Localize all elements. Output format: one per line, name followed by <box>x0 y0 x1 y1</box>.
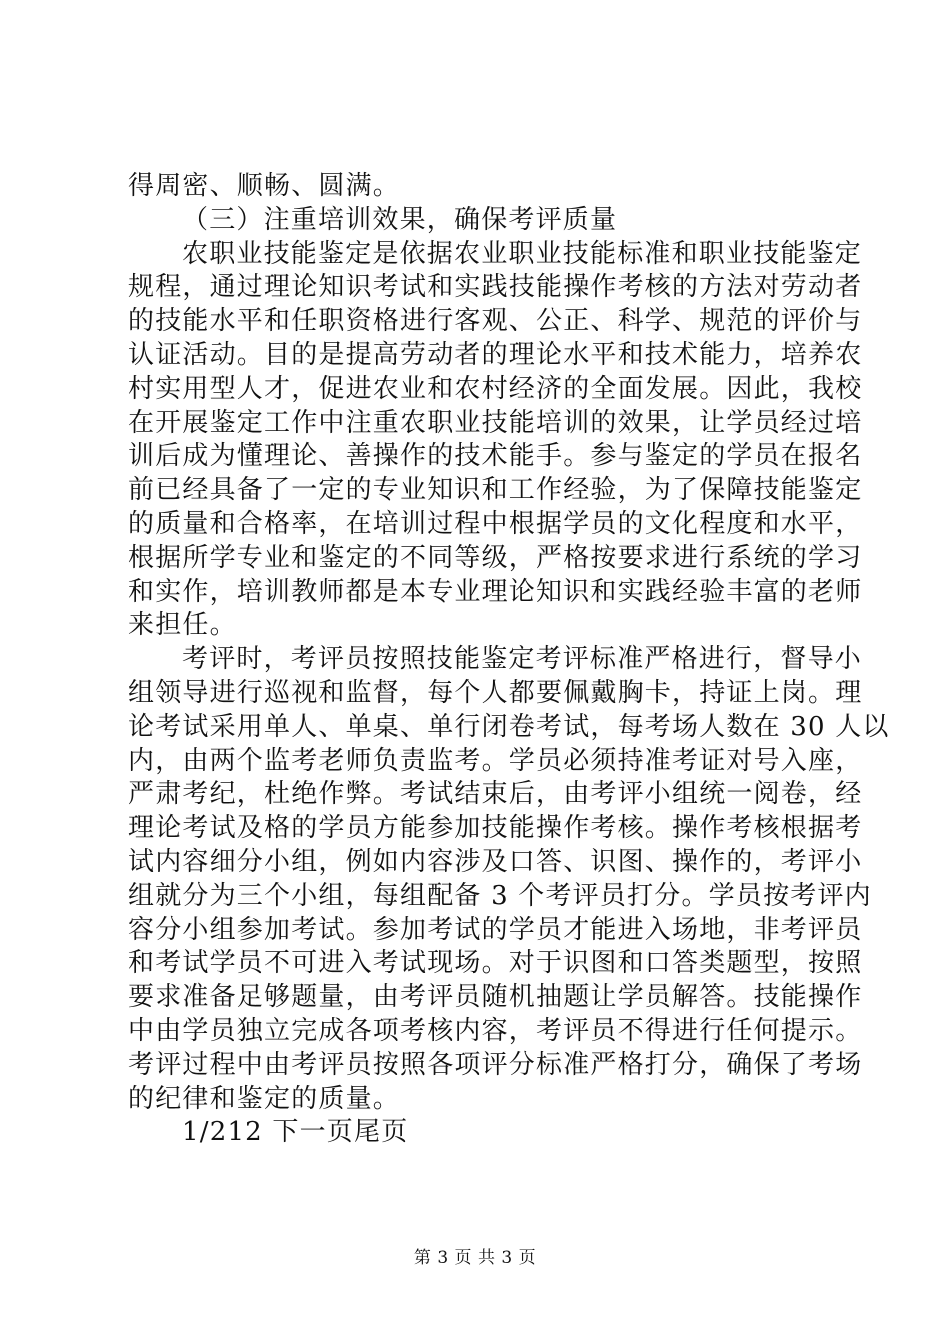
section-heading: （三）注重培训效果，确保考评质量 <box>182 204 618 235</box>
paragraph-line: 来担任。 <box>128 610 237 641</box>
page-position: 1/212 <box>182 1117 263 1148</box>
last-page-link[interactable]: 尾页 <box>354 1117 409 1148</box>
paragraph-line: 认证活动。目的是提高劳动者的理论水平和技术能力，培养农 <box>128 339 863 370</box>
paragraph-line: 组领导进行巡视和监督，每个人都要佩戴胸卡，持证上岗。理 <box>128 677 863 708</box>
paragraph-line: 的技能水平和任职资格进行客观、公正、科学、规范的评价与 <box>128 306 863 337</box>
paragraph-line: 理论考试及格的学员方能参加技能操作考核。操作考核根据考 <box>128 813 863 844</box>
paragraph-line: 村实用型人才，促进农业和农村经济的全面发展。因此，我校 <box>128 373 863 404</box>
paragraph-line: 和考试学员不可进入考试现场。对于识图和口答类题型，按照 <box>128 948 863 979</box>
paragraph-line: 和实作，培训教师都是本专业理论知识和实践经验丰富的老师 <box>128 576 863 607</box>
paragraph-line: 训后成为懂理论、善操作的技术能手。参与鉴定的学员在报名 <box>128 441 863 472</box>
paragraph-line: 严肃考纪，杜绝作弊。考试结束后，由考评小组统一阅卷，经 <box>128 779 863 810</box>
paragraph-line: 在开展鉴定工作中注重农职业技能培训的效果，让学员经过培 <box>128 407 863 438</box>
paragraph-line: 农职业技能鉴定是依据农业职业技能标准和职业技能鉴定 <box>182 238 863 269</box>
paragraph-line: 论考试采用单人、单桌、单行闭卷考试，每考场人数在 30 人以 <box>128 711 890 742</box>
paragraph-line: 得周密、顺畅、圆满。 <box>128 171 401 201</box>
paragraph-line: 试内容细分小组，例如内容涉及口答、识图、操作的，考评小 <box>128 846 863 877</box>
paragraph-line: 的质量和合格率，在培训过程中根据学员的文化程度和水平， <box>128 508 863 539</box>
paragraph-line: 根据所学专业和鉴定的不同等级，严格按要求进行系统的学习 <box>128 542 863 573</box>
paragraph-line: 中由学员独立完成各项考核内容，考评员不得进行任何提示。 <box>128 1015 863 1046</box>
next-page-link[interactable]: 下一页 <box>272 1117 355 1148</box>
paragraph-line: 内，由两个监考老师负责监考。学员必须持准考证对号入座， <box>128 745 863 776</box>
paragraph-line: 组就分为三个小组，每组配备 3 个考评员打分。学员按考评内 <box>128 880 872 911</box>
paragraph-line: 前已经具备了一定的专业知识和工作经验，为了保障技能鉴定 <box>128 475 863 506</box>
paragraph-line: 考评过程中由考评员按照各项评分标准严格打分，确保了考场 <box>128 1049 863 1080</box>
pagination <box>128 1116 840 1150</box>
paragraph-line: 要求准备足够题量，由考评员随机抽题让学员解答。技能操作 <box>128 982 863 1013</box>
paragraph-line: 考评时，考评员按照技能鉴定考评标准严格进行，督导小 <box>182 644 863 675</box>
document-body <box>128 170 890 1150</box>
paragraph-line: 的纪律和鉴定的质量。 <box>128 1083 401 1114</box>
page-footer: 第 3 页 共 3 页 <box>413 1248 537 1268</box>
paragraph-line: 容分小组参加考试。参加考试的学员才能进入场地，非考评员 <box>128 914 863 945</box>
paragraph-line: 规程，通过理论知识考试和实践技能操作考核的方法对劳动者 <box>128 272 863 303</box>
